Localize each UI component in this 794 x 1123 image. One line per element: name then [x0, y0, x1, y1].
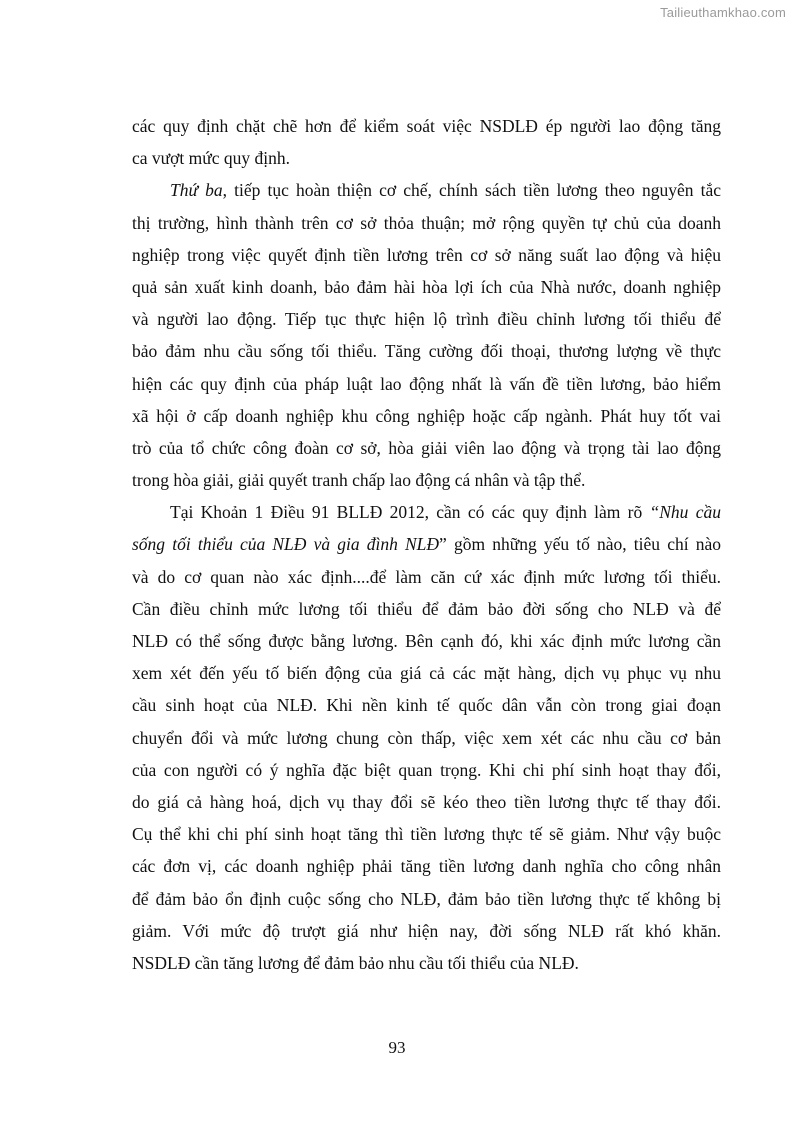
text-line [132, 528, 721, 560]
paragraph-thu-ba [132, 174, 721, 496]
text-line: chuyển đổi và mức lương chung còn thấp, việc xem xét các nhu cầu cơ bản [132, 727, 721, 748]
text-line: và do cơ quan nào xác định....để làm căn cứ xác định mức lương tối thiểu. [132, 566, 721, 587]
text-line: để đảm bảo ổn định cuộc sống cho NLĐ, đảm bảo tiền lương thực tế không bị [132, 888, 721, 909]
paragraph-khoan-1 [132, 496, 721, 979]
page-number: 93 [388, 1038, 406, 1057]
text-line: các đơn vị, các doanh nghiệp phải tăng tiền lương danh nghĩa cho công nhân [132, 856, 721, 877]
text-line: ca vượt mức quy định. [132, 148, 290, 169]
text-line: NLĐ có thể sống được bằng lương. Bên cạnh đó, khi xác định mức lương cần [132, 631, 721, 651]
text-line: do giá cả hàng hoá, dịch vụ thay đổi sẽ kéo theo tiền lương thực tế thay đổi. [132, 791, 721, 812]
text-line: cầu sinh hoạt của NLĐ. Khi nền kinh tế quốc dân vẫn còn trong giai đoạn [132, 695, 721, 716]
italic-quote: “Nhu cầu [649, 502, 721, 523]
text-line [132, 496, 721, 528]
text-line: xem xét đến yếu tố biến động của giá cả các mặt hàng, dịch vụ phục vụ nhu [132, 663, 721, 684]
text-line: Cần điều chỉnh mức lương tối thiểu để đảm bảo đời sống cho NLĐ và để [132, 598, 721, 619]
text-line: quả sản xuất kinh doanh, bảo đảm hài hòa lợi ích của Nhà nước, doanh nghiệp [132, 276, 721, 297]
text-line: của con người có ý nghĩa đặc biệt quan trọng. Khi chi phí sinh hoạt thay đổi, [132, 759, 721, 780]
text-line: các quy định chặt chẽ hơn để kiểm soát việc NSDLĐ ép người lao động tăng [132, 116, 721, 136]
text-line: bảo đảm nhu cầu sống tối thiểu. Tăng cường đối thoại, thương lượng về thực [132, 341, 721, 362]
document-body [132, 110, 721, 979]
italic-quote: sống tối thiểu của NLĐ và gia đình NLĐ [132, 534, 440, 555]
text-segment: Tại Khoản 1 Điều 91 BLLĐ 2012, cần có các quy định làm rõ [170, 502, 650, 523]
text-line: trong hòa giải, giải quyết tranh chấp lao động cá nhân và tập thể. [132, 470, 586, 491]
text-line: nghiệp trong việc quyết định tiền lương trên cơ sở năng suất lao động và hiệu [132, 244, 721, 265]
text-line: và người lao động. Tiếp tục thực hiện lộ trình điều chỉnh lương tối thiểu để [132, 309, 721, 330]
text-line: thị trường, hình thành trên cơ sở thỏa thuận; mở rộng quyền tự chủ của doanh [132, 212, 721, 233]
text-line: trò của tổ chức công đoàn cơ sở, hòa giải viên lao động và trọng tài lao động [132, 437, 721, 458]
text-line: hiện các quy định của pháp luật lao động nhất là vấn đề tiền lương, bảo hiểm [132, 373, 721, 394]
text-segment: , tiếp tục hoàn thiện cơ chế, chính sách tiền lương theo nguyên tắc [222, 180, 722, 201]
italic-lead: Thứ ba [170, 180, 223, 201]
paragraph-continuation [132, 110, 721, 174]
text-line: Cụ thể khi chi phí sinh hoạt tăng thì tiền lương thực tế sẽ giảm. Như vậy buộc [132, 824, 721, 845]
text-line: NSDLĐ cần tăng lương để đảm bảo nhu cầu tối thiểu của NLĐ. [132, 952, 579, 973]
text-segment: ” gồm những yếu tố nào, tiêu chí nào [439, 534, 721, 555]
text-line [132, 174, 721, 206]
watermark-text: Tailieuthamkhao.com [660, 5, 786, 20]
text-line: giảm. Với mức độ trượt giá như hiện nay, đời sống NLĐ rất khó khăn. [132, 920, 721, 941]
text-line: xã hội ở cấp doanh nghiệp khu công nghiệp hoặc cấp ngành. Phát huy tốt vai [132, 405, 721, 426]
